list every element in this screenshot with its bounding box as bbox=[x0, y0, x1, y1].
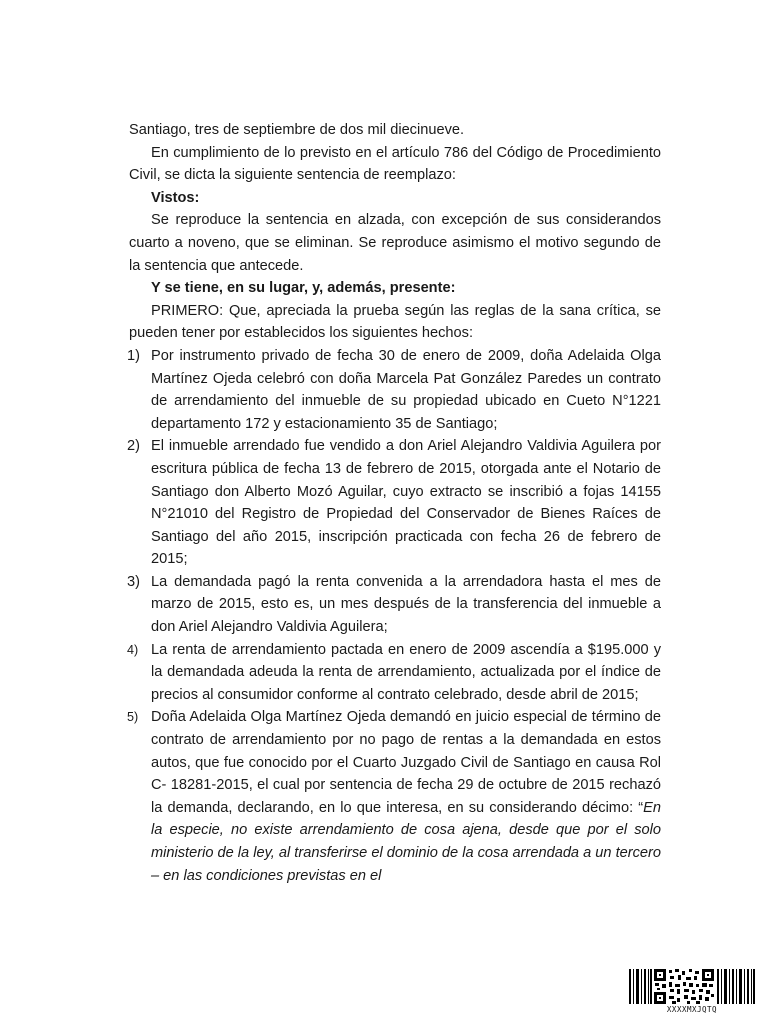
fact-item bbox=[129, 571, 661, 639]
barcode-icon bbox=[629, 969, 755, 1004]
primero-paragraph: PRIMERO: Que, apreciada la prueba según las reglas de la sana crítica, se pueden tener por establecidos los siguientes hechos: bbox=[129, 302, 661, 342]
fact-quote-italic: En la especie, no existe arrendamiento de cosa ajena, desde que por el solo ministerio de la ley, al transferirse el dominio de la cosa arrendada a un tercero – en las condiciones previstas en el bbox=[151, 799, 661, 884]
intro-paragraph: En cumplimiento de lo previsto en el artículo 786 del Código de Procedimiento Civil, se dicta la siguiente sentencia de reemplazo: bbox=[129, 144, 661, 184]
fact-item bbox=[129, 345, 661, 435]
fact-item bbox=[129, 706, 661, 887]
fact-number: 1) bbox=[127, 347, 140, 364]
fact-number: 2) bbox=[127, 438, 140, 455]
date-line: Santiago, tres de septiembre de dos mil diecinueve. bbox=[129, 122, 465, 138]
document-body bbox=[129, 119, 661, 887]
vistos-paragraph: Se reproduce la sentencia en alzada, con excepción de sus considerandos cuarto a noveno, que se eliminan. Se reproduce asimismo el motivo segundo de la sentencia que antecede. bbox=[129, 212, 661, 274]
fact-item bbox=[129, 639, 661, 707]
considering-heading: Y se tiene, en su lugar, y, además, presente: bbox=[151, 280, 456, 297]
fact-text: El inmueble arrendado fue vendido a don Ariel Alejandro Valdivia Aguilera por escritura pública de fecha 13 de febrero de 2015, otorgada ante el Notario de Santiago don Alberto Mozó Aguilar, cuyo extracto se inscribió a fojas 14155 N°21010 del Registro de Propiedad del Conservador de Bienes Raíces de Santiago del año 2015, inscripción practicada con fecha 26 de febrero de 2015; bbox=[151, 438, 661, 568]
fact-text: Por instrumento privado de fecha 30 de enero de 2009, doña Adelaida Olga Martínez Ojeda celebró con doña Marcela Pat González Paredes un contrato de arrendamiento del inmueble de su propiedad ubicado en Cueto N°1221 departamento 172 y estacionamiento 35 de Santiago; bbox=[151, 347, 661, 432]
fact-number: 4) bbox=[127, 642, 139, 657]
fact-number: 5) bbox=[127, 710, 139, 725]
fact-text: La renta de arrendamiento pactada en enero de 2009 ascendía a $195.000 y la demandada adeuda la renta de arrendamiento, actualizada por el índice de precios al consumidor conforme al contrato celebrado, desde abril de 2015; bbox=[151, 641, 661, 703]
barcode-code: XXXXMXJQTQ bbox=[666, 1005, 718, 1014]
vistos-heading: Vistos: bbox=[151, 189, 200, 206]
fact-text: La demandada pagó la renta convenida a la arrendadora hasta el mes de marzo de 2015, esto es, un mes después de la transferencia del inmueble a don Ariel Alejandro Valdivia Aguilera; bbox=[151, 573, 661, 636]
fact-number: 3) bbox=[127, 573, 140, 590]
fact-text: Doña Adelaida Olga Martínez Ojeda demandó en juicio especial de término de contrato de arrendamiento por no pago de rentas a la demandada en estos autos, que fue conocido por el Cuarto Juzgado Civil de Santiago en causa Rol C- 18281-2015, el cual por sentencia de fecha 29 de octubre de 2015 rechazó la demanda, declarando, en lo que interesa, en su considerando décimo: “ bbox=[151, 709, 661, 816]
fact-item bbox=[129, 435, 661, 571]
